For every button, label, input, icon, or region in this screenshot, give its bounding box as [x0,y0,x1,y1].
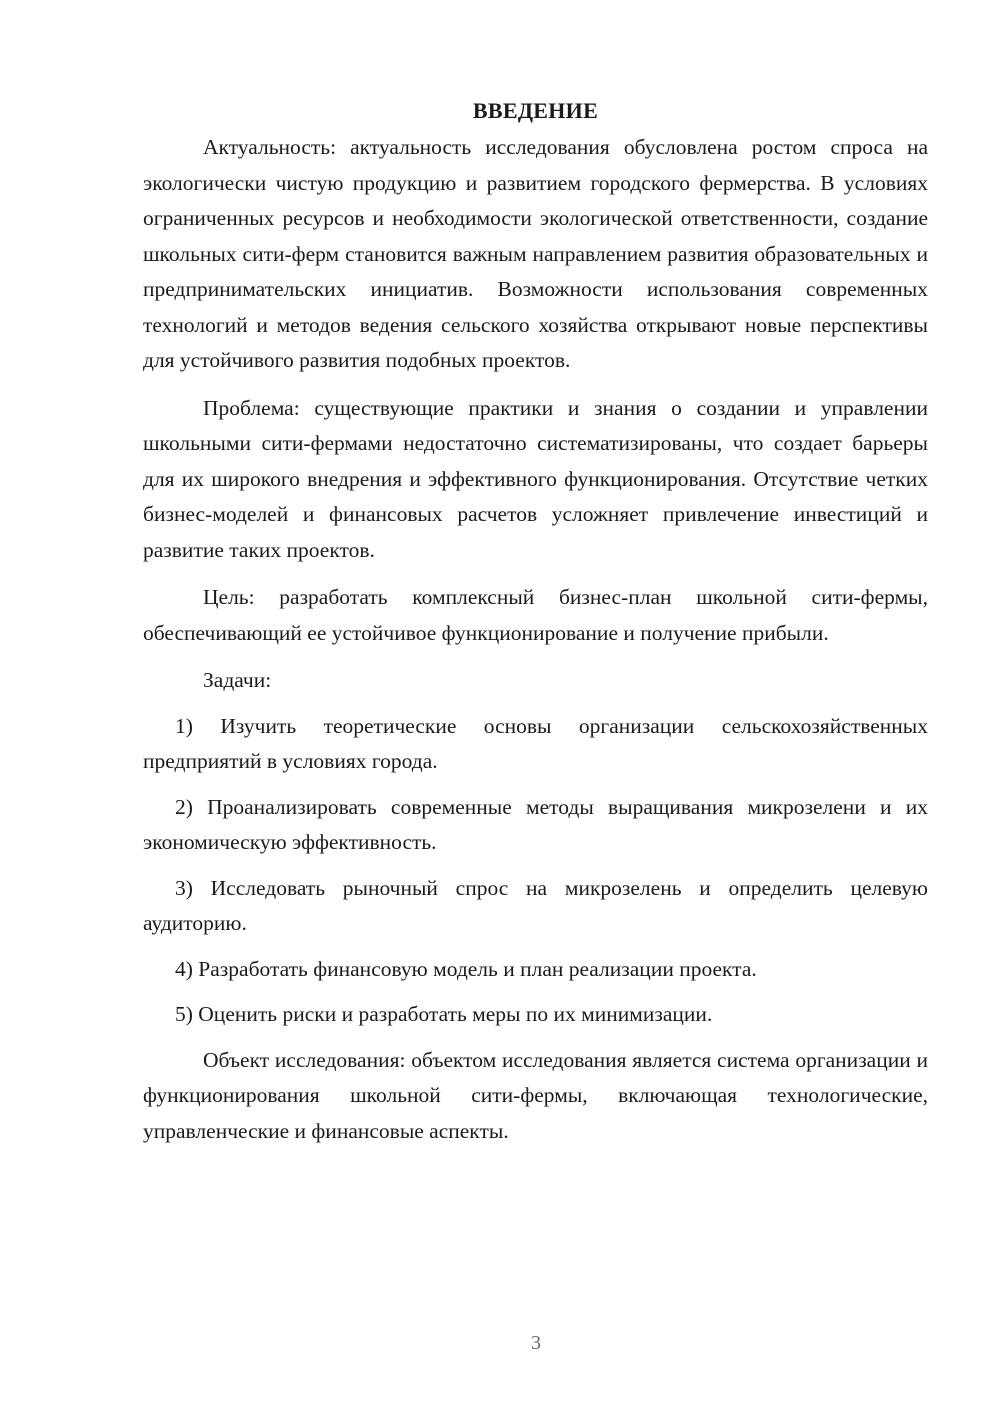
task-item: 1) Изучить теоретические основы организации сельскохозяйственных предприятий в условиях города. [143,713,928,773]
tasks-heading: Задачи: [203,668,272,692]
document-page [143,96,928,1161]
task-item: 4) Разработать финансовую модель и план реализации проекта. [175,956,757,981]
goal-paragraph: Цель: разработать комплексный бизнес-план школьной сити-фермы, обеспечивающий ее устойчивое функционирование и получение прибыли. [143,585,928,645]
relevance-paragraph: Актуальность: актуальность исследования обусловлена ростом спроса на экологически чистую продукцию и развитием городского фермерства. В условиях ограниченных ресурсов и необходимости экологической ответственности, создание школьных сити-ферм становится важным направлением развития образовательных и предпринимательских инициатив. Возможности использования современных технологий и методов ведения сельского хозяйства открывают новые перспективы для устойчивого развития подобных проектов. [143,135,928,372]
task-item: 2) Проанализировать современные методы выращивания микрозелени и их экономическую эффективность. [143,794,928,854]
task-item: 5) Оценить риски и разработать меры по их минимизации. [175,1002,713,1026]
object-paragraph: Объект исследования: объектом исследования является система организации и функционирования школьной сити-фермы, включающая технологические, управленческие и финансовые аспекты. [143,1047,928,1143]
task-item: 3) Исследовать рыночный спрос на микрозелень и определить целевую аудиторию. [143,875,928,935]
tasks-list [143,709,928,1033]
section-title: ВВЕДЕНИЕ [472,98,599,123]
page-number: 3 [531,1332,541,1354]
problem-paragraph: Проблема: существующие практики и знания о создании и управлении школьными сити-фермами недостаточно систематизированы, что создает барьеры для их широкого внедрения и эффективного функционирования. Отсутствие четких бизнес-моделей и финансовых расчетов усложняет привлечение инвестиций и развитие таких проектов. [143,395,928,562]
